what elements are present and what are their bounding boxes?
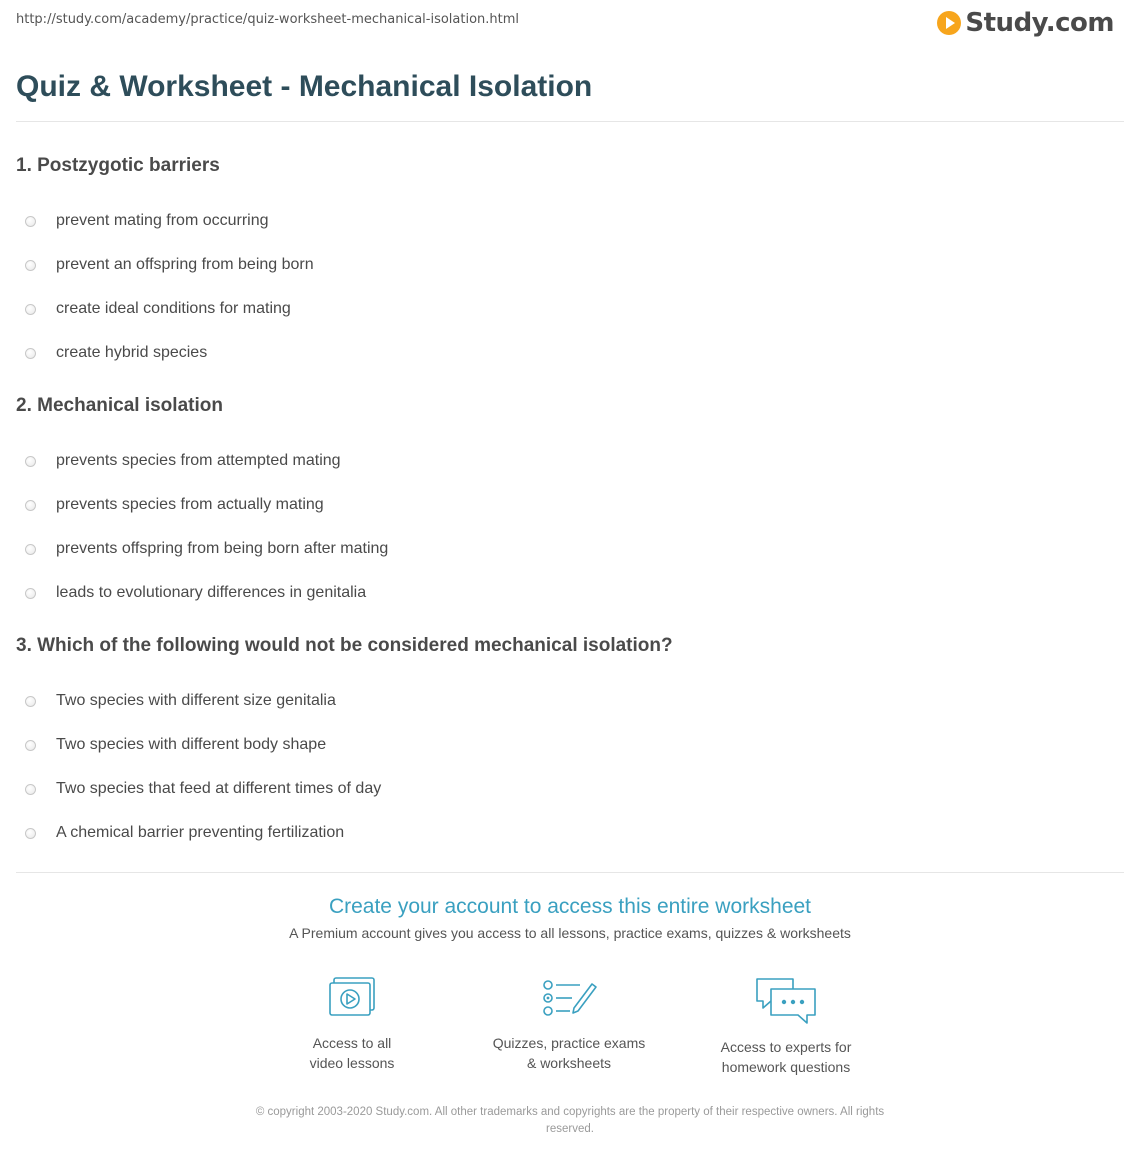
question-2 [16,395,1116,615]
radio-button[interactable] [25,588,36,599]
feature-quizzes [469,975,669,1073]
quiz-checklist-icon [540,975,598,1023]
feature-line: Access to experts for [720,1039,852,1055]
top-bar [0,0,1140,50]
question-title: 2. Mechanical isolation [16,395,223,416]
answer-text: prevents offspring from being born after mating [56,540,389,557]
feature-line: homework questions [721,1059,851,1075]
play-logo-icon [937,11,961,35]
signup-cta [0,895,1140,941]
cta-subtitle: A Premium account gives you access to all lessons, practice exams, quizzes & worksheets [289,925,851,941]
answer-text: prevent an offspring from being born [56,256,314,273]
answer-option[interactable] [16,679,1116,723]
question-title: 3. Which of the following would not be considered mechanical isolation? [16,635,673,656]
logo-text: Study.com [965,8,1114,38]
feature-experts [686,975,886,1077]
radio-button[interactable] [25,216,36,227]
radio-button[interactable] [25,500,36,511]
answer-text: prevents species from attempted mating [56,452,341,469]
radio-button[interactable] [25,456,36,467]
video-lessons-icon [325,975,379,1023]
radio-button[interactable] [25,828,36,839]
copyright-line: © copyright 2003-2020 Study.com. All other trademarks and copyrights are the property of their respective owners. All rights [255,1106,885,1118]
study-logo[interactable] [937,8,1114,38]
answer-text: leads to evolutionary differences in genitalia [56,584,367,601]
answer-text: create hybrid species [56,344,208,361]
radio-button[interactable] [25,304,36,315]
answer-text: create ideal conditions for mating [56,300,291,317]
answer-option[interactable] [16,483,1116,527]
answer-option[interactable] [16,199,1116,243]
answer-text: Two species with different size genitalia [56,692,336,709]
radio-button[interactable] [25,348,36,359]
radio-button[interactable] [25,784,36,795]
feature-line: & worksheets [526,1055,612,1071]
radio-button[interactable] [25,696,36,707]
answer-option[interactable] [16,331,1116,375]
feature-line: Quizzes, practice exams [492,1035,646,1051]
answer-option[interactable] [16,571,1116,615]
question-1 [16,155,1116,375]
answer-option[interactable] [16,287,1116,331]
answer-option[interactable] [16,439,1116,483]
answer-text: prevents species from actually mating [56,496,324,513]
answer-text: A chemical barrier preventing fertilization [56,824,345,841]
section-divider [16,872,1124,873]
chat-bubbles-icon [753,975,819,1027]
answer-option[interactable] [16,243,1116,287]
feature-line: Access to all [312,1035,392,1051]
feature-video-lessons [252,975,452,1073]
feature-line: video lessons [309,1055,395,1071]
page-url: http://study.com/academy/practice/quiz-worksheet-mechanical-isolation.html [16,12,520,27]
question-3 [16,635,1116,855]
answer-option[interactable] [16,527,1116,571]
cta-link[interactable]: Create your account to access this entire worksheet [328,895,812,918]
answer-text: Two species that feed at different times of day [56,780,382,797]
answer-option[interactable] [16,767,1116,811]
copyright-line: reserved. [546,1123,594,1135]
answer-text: prevent mating from occurring [56,212,269,229]
radio-button[interactable] [25,260,36,271]
answer-text: Two species with different body shape [56,736,327,753]
page-title: Quiz & Worksheet - Mechanical Isolation [16,70,593,103]
copyright-notice [210,1104,930,1138]
answer-option[interactable] [16,811,1116,855]
title-divider [16,121,1124,122]
answer-option[interactable] [16,723,1116,767]
radio-button[interactable] [25,544,36,555]
question-title: 1. Postzygotic barriers [16,155,220,176]
radio-button[interactable] [25,740,36,751]
